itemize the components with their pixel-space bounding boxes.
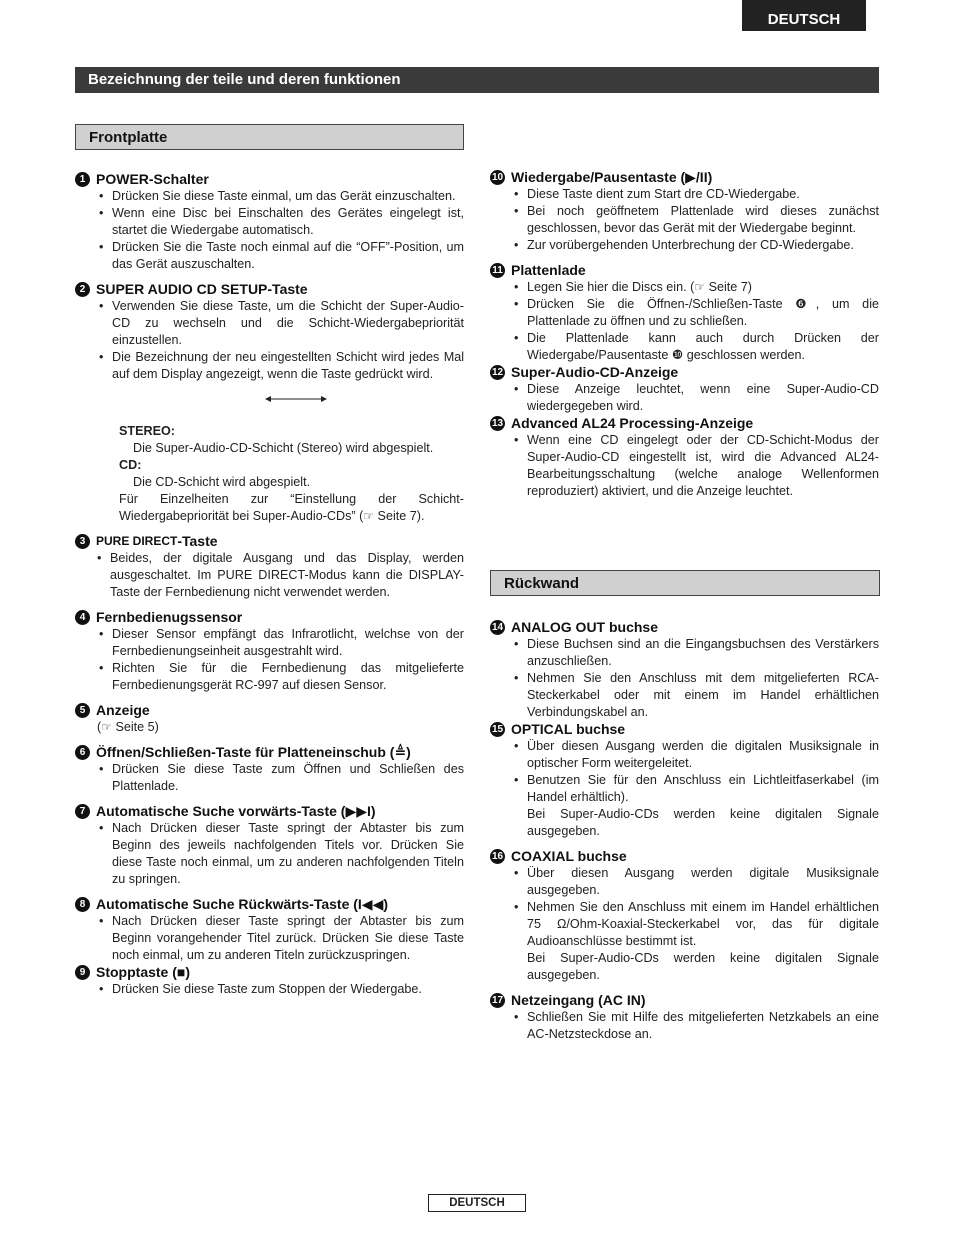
language-tab: DEUTSCH — [742, 0, 866, 31]
bullet: • Wenn eine Disc bei Einschalten des Gerätes eingelegt ist, startet die Wiedergabe automatisch. — [75, 205, 464, 239]
item-title: -Taste — [177, 533, 218, 549]
item-number: 12 — [491, 367, 504, 378]
rear-items-column — [490, 619, 879, 1043]
bullet: • Dieser Sensor empfängt das Infrarotlicht, welchse von der Fernbedienungseinheit ausgestrahlt wird. — [75, 626, 464, 660]
bullet: • Zur vorübergehenden Unterbrechung der CD-Wiedergabe. — [490, 237, 879, 254]
bullet: • Über diesen Ausgang werden die digitalen Musiksignale in optischer Form weitergeleitet. — [490, 738, 879, 772]
hand-pointer-icon: ☞ — [363, 509, 375, 523]
bullet: • Diese Buchsen sind an die Eingangsbuchsen des Verstärkers anzuschließen. — [490, 636, 879, 670]
item-number: 14 — [491, 622, 504, 633]
front-items-column — [75, 171, 464, 998]
stereo-text: Die Super-Audio-CD-Schicht (Stereo) wird abgespielt. — [133, 441, 434, 455]
stereo-label: STEREO: — [119, 424, 175, 438]
item-number: 6 — [75, 745, 90, 760]
item-number: 4 — [75, 610, 90, 625]
item-title: Netzeingang (AC IN) — [511, 992, 646, 1008]
details-text: Für Einzelheiten zur “Einstellung der Schicht-Wiedergabepriorität bei Super-Audio-CDs” (☞ Seite 7). — [119, 492, 464, 523]
bullet: • Schließen Sie mit Hilfe des mitgelieferten Netzkabels an eine AC-Netzsteckdose an. — [490, 1009, 879, 1043]
item-number: 7 — [75, 804, 90, 819]
item-2 — [75, 281, 464, 525]
item-title: SUPER AUDIO CD SETUP-Taste — [96, 281, 308, 297]
item-3-text: • Beides, der digitale Ausgang und das Display, werden ausgeschaltet. Im PURE DIRECT-Modus kann die DISPLAY-Taste der Fernbedienung nicht verwendet werden. — [97, 551, 464, 599]
bullet: • Verwenden Sie diese Taste, um die Schicht der Super-Audio-CD zu wechseln und die Schicht-Wiedergabepriorität einzustellen. — [75, 298, 464, 349]
bullet: • Wenn eine CD eingelegt oder der CD-Schicht-Modus der Super-Audio-CD eingestellt ist, wird die Advanced AL24-Bearbeitungsschaltung (welche analoge Wellenformen reproduziert) aktiviert, und die Anzeige leuchtet. — [490, 432, 879, 500]
item-13 — [490, 415, 879, 500]
bullet: • Über diesen Ausgang werden digitale Musiksignale ausgegeben. — [490, 865, 879, 899]
item-number: 9 — [75, 965, 90, 980]
page-reference: (☞ Seite 5) — [97, 720, 159, 734]
item-number: 13 — [491, 418, 504, 429]
item-title: Fernbedienugssensor — [96, 609, 243, 625]
item-number: 8 — [75, 897, 90, 912]
item-10 — [490, 169, 879, 254]
hand-pointer-icon: ☞ — [694, 280, 706, 294]
item-number: 15 — [491, 724, 504, 735]
rueckwand-heading: Rückwand — [490, 570, 880, 596]
item-number: 2 — [75, 282, 90, 297]
item-3 — [75, 533, 464, 601]
item-4 — [75, 609, 464, 694]
item-number: 5 — [75, 703, 90, 718]
item-14 — [490, 619, 879, 721]
bullet: • Nehmen Sie den Anschluss mit dem mitgelieferten RCA-Steckerkabel oder mit einem im Handel erhältlichen Verbindungskabel an. — [490, 670, 879, 721]
item-11 — [490, 262, 879, 364]
item-title: Automatische Suche vorwärts-Taste (▶▶I) — [96, 803, 376, 819]
bullet: • Nehmen Sie den Anschluss mit einem im Handel erhältlichen 75 Ω/Ohm-Koaxial-Steckerkabel vor, das für digitale Audioanschlüsse bestimmt ist. — [490, 899, 879, 950]
item-16 — [490, 848, 879, 984]
item-title: Advanced AL24 Processing-Anzeige — [511, 415, 754, 431]
item-number: 1 — [75, 172, 90, 187]
note-text: Bei Super-Audio-CDs werden keine digitalen Signale ausgegeben. — [527, 951, 879, 982]
item-6 — [75, 744, 464, 795]
item-1 — [75, 171, 464, 273]
item-number: 11 — [490, 263, 505, 278]
bullet: • Richten Sie für die Fernbedienung das mitgelieferte Fernbedienungsgerät RC-997 auf diesen Sensor. — [75, 660, 464, 694]
frontplatte-heading: Frontplatte — [75, 124, 464, 150]
bullet: • Drücken Sie diese Taste zum Stoppen der Wiedergabe. — [75, 981, 464, 998]
item-17 — [490, 992, 879, 1043]
item-title: COAXIAL buchse — [511, 848, 627, 864]
bullet: • Drücken Sie diese Taste zum Öffnen und Schließen des Plattenlade. — [75, 761, 464, 795]
item-title: Super-Audio-CD-Anzeige — [511, 364, 679, 380]
item-number: 3 — [75, 534, 90, 549]
item-12 — [490, 364, 879, 415]
bullet: • Legen Sie hier die Discs ein. (☞ Seite 7) — [490, 279, 879, 296]
item-7 — [75, 803, 464, 888]
right-items-column — [490, 169, 879, 500]
cd-text: Die CD-Schicht wird abgespielt. — [133, 475, 311, 489]
item-title: Wiedergabe/Pausentaste (▶/II) — [511, 169, 713, 185]
bullet: • Bei noch geöffnetem Plattenlade wird dieses zunächst geschlossen, bevor das Gerät mit der Wiedergabe beginnt. — [490, 203, 879, 237]
bullet: • Drücken Sie die Taste noch einmal auf die “OFF”-Position, um das Gerät auszuschalten. — [75, 239, 464, 273]
item-title: OPTICAL buchse — [511, 721, 626, 737]
item-title: Plattenlade — [511, 262, 586, 278]
layer-toggle-arrow-icon — [75, 383, 464, 423]
item-title: Automatische Suche Rückwärts-Taste (I◀◀) — [96, 896, 389, 912]
bullet: • Benutzen Sie für den Anschluss ein Lichtleitfaserkabel (im Handel erhältlich). — [490, 772, 879, 806]
item-number: 16 — [491, 851, 504, 862]
main-section-title: Bezeichnung der teile und deren funktionen — [75, 67, 879, 93]
bullet: • Drücken Sie die Öffnen-/Schließen-Taste ❻, um die Plattenlade zu öffnen und zu schließen. — [490, 296, 879, 330]
item-15 — [490, 721, 879, 840]
bullet: • Die Bezeichnung der neu eingestellten Schicht wird jedes Mal auf dem Display angezeigt, wenn die Taste gedrückt wird. — [75, 349, 464, 383]
item-8 — [75, 896, 464, 964]
item-5 — [75, 702, 464, 736]
bullet: • Diese Anzeige leuchtet, wenn eine Super-Audio-CD wiedergegeben wird. — [490, 381, 879, 415]
item-number: 10 — [491, 172, 504, 183]
item-title-small: PURE DIRECT — [96, 534, 178, 548]
item-title: POWER-Schalter — [96, 171, 209, 187]
bullet: • Nach Drücken dieser Taste springt der Abtaster bis zum Beginn des jeweils nachfolgenden Titels vor. Drücken Sie diese Taste noch einmal, um zu anderen nachfolgenden Titeln zu springen. — [75, 820, 464, 888]
item-number: 17 — [491, 995, 504, 1006]
item-title: ANALOG OUT buchse — [511, 619, 659, 635]
item-title: Anzeige — [96, 702, 150, 718]
footer-language-label: DEUTSCH — [428, 1194, 526, 1212]
bullet: • Diese Taste dient zum Start dre CD-Wiedergabe. — [490, 186, 879, 203]
hand-pointer-icon: ☞ — [101, 720, 112, 734]
cd-label: CD: — [119, 458, 142, 472]
item-9 — [75, 964, 464, 998]
bullet: • Nach Drücken dieser Taste springt der Abtaster bis zum Beginn vorangehender Titel zurück. Drücken Sie diese Taste noch einmal, um zu anderen Titeln zurückzuspringen. — [75, 913, 464, 964]
bullet: • Drücken Sie diese Taste einmal, um das Gerät einzuschalten. — [75, 188, 464, 205]
item-title: Stopptaste (■) — [96, 964, 191, 980]
bullet: • Die Plattenlade kann auch durch Drücken der Wiedergabe/Pausentaste ❿ geschlossen werden. — [490, 330, 879, 364]
item-title: Öffnen/Schließen-Taste für Platteneinschub (≜) — [96, 744, 411, 760]
note-text: Bei Super-Audio-CDs werden keine digitalen Signale ausgegeben. — [527, 807, 879, 838]
